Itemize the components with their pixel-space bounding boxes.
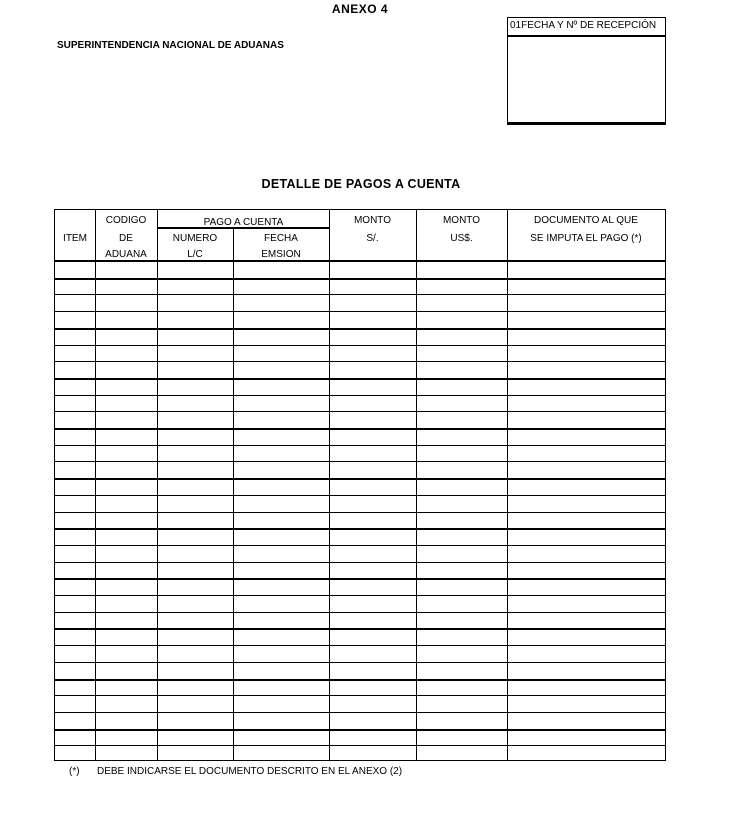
header-monto-dolares-1: MONTO [442,215,481,226]
header-documento-2: SE IMPUTA EL PAGO (*) [530,233,642,244]
footnote-mark: (*) [69,766,80,777]
table-row [55,645,665,646]
table-row [55,478,665,480]
table-row [55,445,665,446]
agency-name: SUPERINTENDENCIA NACIONAL DE ADUANAS [57,40,284,51]
annex-title: ANEXO 4 [331,2,389,16]
table-row [55,528,665,530]
table-row [55,612,665,613]
table-row [55,311,665,312]
table-row [55,712,665,713]
header-documento-1: DOCUMENTO AL QUE [534,215,638,226]
table-row [55,294,665,295]
table-row [55,378,665,380]
reception-label: 01FECHA Y Nº DE RECEPCIÓN [508,18,665,37]
footnote-text: DEBE INDICARSE EL DOCUMENTO DESCRITO EN EL ANEXO (2) [97,766,403,777]
table-row [55,411,665,412]
header-fecha-2: EMSION [261,249,301,260]
table-row [55,679,665,681]
header-monto-soles-1: MONTO [353,215,392,226]
header-item: ITEM [63,233,87,244]
table-row [55,628,665,630]
reception-box [507,17,666,125]
table-row [55,562,665,563]
table-row [55,512,665,513]
col-divider [416,210,417,760]
table-row [55,662,665,663]
col-divider [507,210,508,760]
col-divider [157,210,158,760]
table-row [55,745,665,746]
form-subtitle: DETALLE DE PAGOS A CUENTA [261,177,461,191]
table-row [55,729,665,731]
col-divider [329,210,330,760]
header-codigo-2: DE [119,233,133,244]
table-row [55,545,665,546]
table-row [55,495,665,496]
table-row [55,695,665,696]
header-pago-group: PAGO A CUENTA [203,217,284,228]
header-fecha-1: FECHA [264,233,298,244]
table-row [55,361,665,362]
header-numero-1: NUMERO [172,233,218,244]
table-row [55,328,665,330]
header-monto-dolares-2: US$. [450,233,473,244]
table-row [55,395,665,396]
table-row [55,345,665,346]
footnote [69,766,402,777]
table-row [55,278,665,280]
table-row [55,595,665,596]
payments-table [54,209,666,761]
table-row [55,578,665,580]
header-monto-soles-2: S/. [366,233,379,244]
header-numero-2: L/C [187,249,203,260]
table-row [55,461,665,462]
table-row [55,428,665,430]
header-codigo-1: CODIGO [105,215,147,226]
col-divider [95,210,96,760]
header-codigo-3: ADUANA [105,249,147,260]
